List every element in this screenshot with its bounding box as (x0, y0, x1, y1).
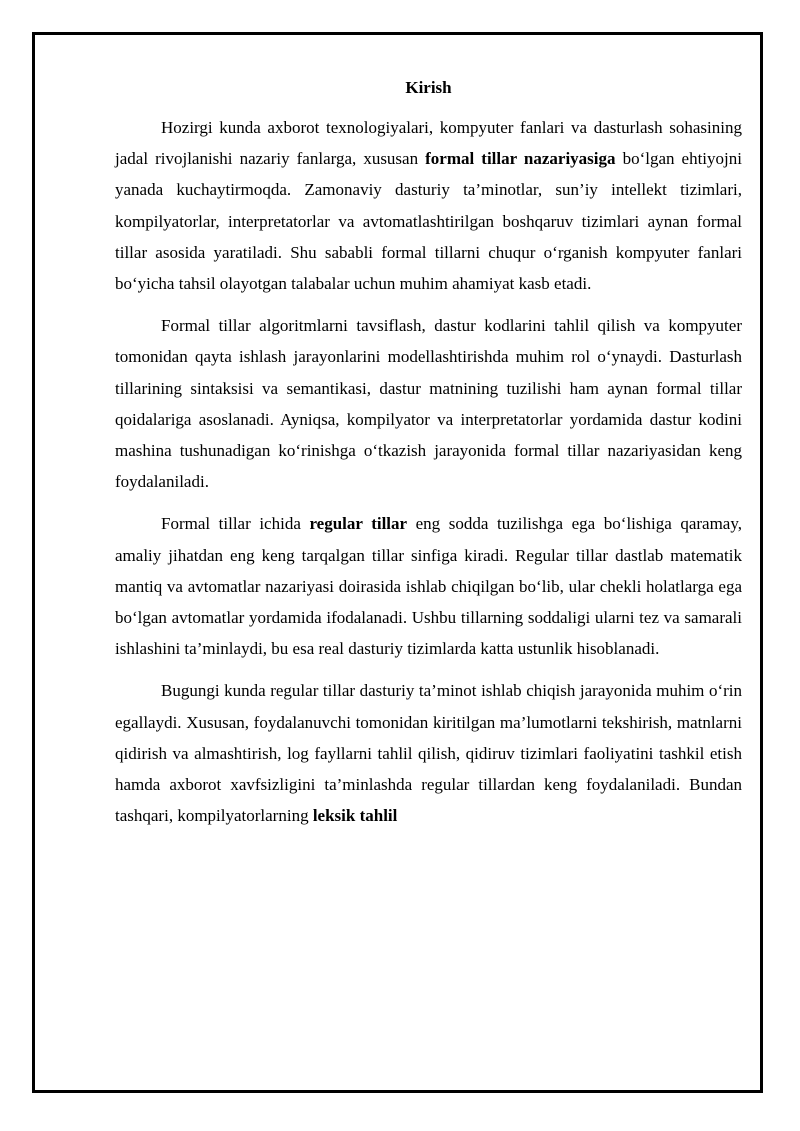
paragraph-2 (115, 310, 742, 497)
paragraph-4 (115, 675, 742, 831)
document-body (115, 74, 742, 842)
paragraph-text: bo‘lgan ehtiyojni yanada kuchaytirmoqda. Zamonaviy dasturiy ta’minotlar, sun’iy intellekt tizimlari, kompilyatorlar, interpretatorlar va avtomatlashtirilgan boshqaruv tizimlari aynan formal tillar asosida yaratiladi. Shu sababli formal tillarni chuqur o‘rganish kompyuter fanlari bo‘yicha tahsil olayotgan talabalar uchun muhim ahamiyat kasb etadi. (115, 149, 742, 294)
paragraph-text: Formal tillar algoritmlarni tavsiflash, dastur kodlarini tahlil qilish va kompyuter tomonidan qayta ishlash jarayonlarini modellashtirishda muhim rol o‘ynaydi. Dasturlash tillarining sintaksisi va semantikasi, dastur matnining tuzilishi ham aynan formal tillar qoidalariga asoslanadi. Ayniqsa, kompilyator va interpretatorlar yordamida dastur kodini mashina tushunadigan ko‘rinishga o‘tkazish jarayonida formal tillar nazariyasidan keng foydalaniladi. (115, 316, 742, 492)
paragraph-text: Bugungi kunda regular tillar dasturiy ta’minot ishlab chiqish jarayonida muhim o‘rin egallaydi. Xususan, foydalanuvchi tomonidan kiritilgan ma’lumotlarni tekshirish, matnlarni qidirish va almashtirish, log fayllarni tahlil qilish, qidiruv tizimlari faoliyatini tashkil etish hamda axborot xavfsizligini ta’minlashda regular tillardan keng foydalaniladi. Bundan tashqari, kompilyatorlarning (115, 681, 742, 826)
bold-term-regular-tillar: regular tillar (309, 514, 408, 534)
bold-term-leksik-tahlil: leksik tahlil (312, 806, 398, 826)
paragraph-text: eng sodda tuzilishga ega bo‘lishiga qaramay, amaliy jihatdan eng keng tarqalgan tillar sinfiga kiradi. Regular tillar dastlab matematik mantiq va avtomatlar nazariyasi doirasida ishlab chiqilgan bo‘lib, ular chekli holatlarga ega bo‘lgan avtomatlar yordamida ifodalanadi. Ushbu tillarning soddaligi ularni tez va samarali ishlashini ta’minlaydi, bu esa real dasturiy tizimlarda katta ustunlik hisoblanadi. (115, 514, 742, 659)
paragraph-text: Hozirgi kunda axborot texnologiyalari, kompyuter fanlari va dasturlash sohasining jadal rivojlanishi nazariy fanlarga, xususan (115, 118, 742, 169)
paragraph-3 (115, 508, 742, 664)
bold-term-formal-tillar-nazariyasiga: formal tillar nazariyasiga (425, 149, 616, 169)
section-title: Kirish (405, 78, 452, 97)
paragraph-text: Formal tillar ichida (161, 514, 310, 534)
paragraph-1 (115, 112, 742, 299)
